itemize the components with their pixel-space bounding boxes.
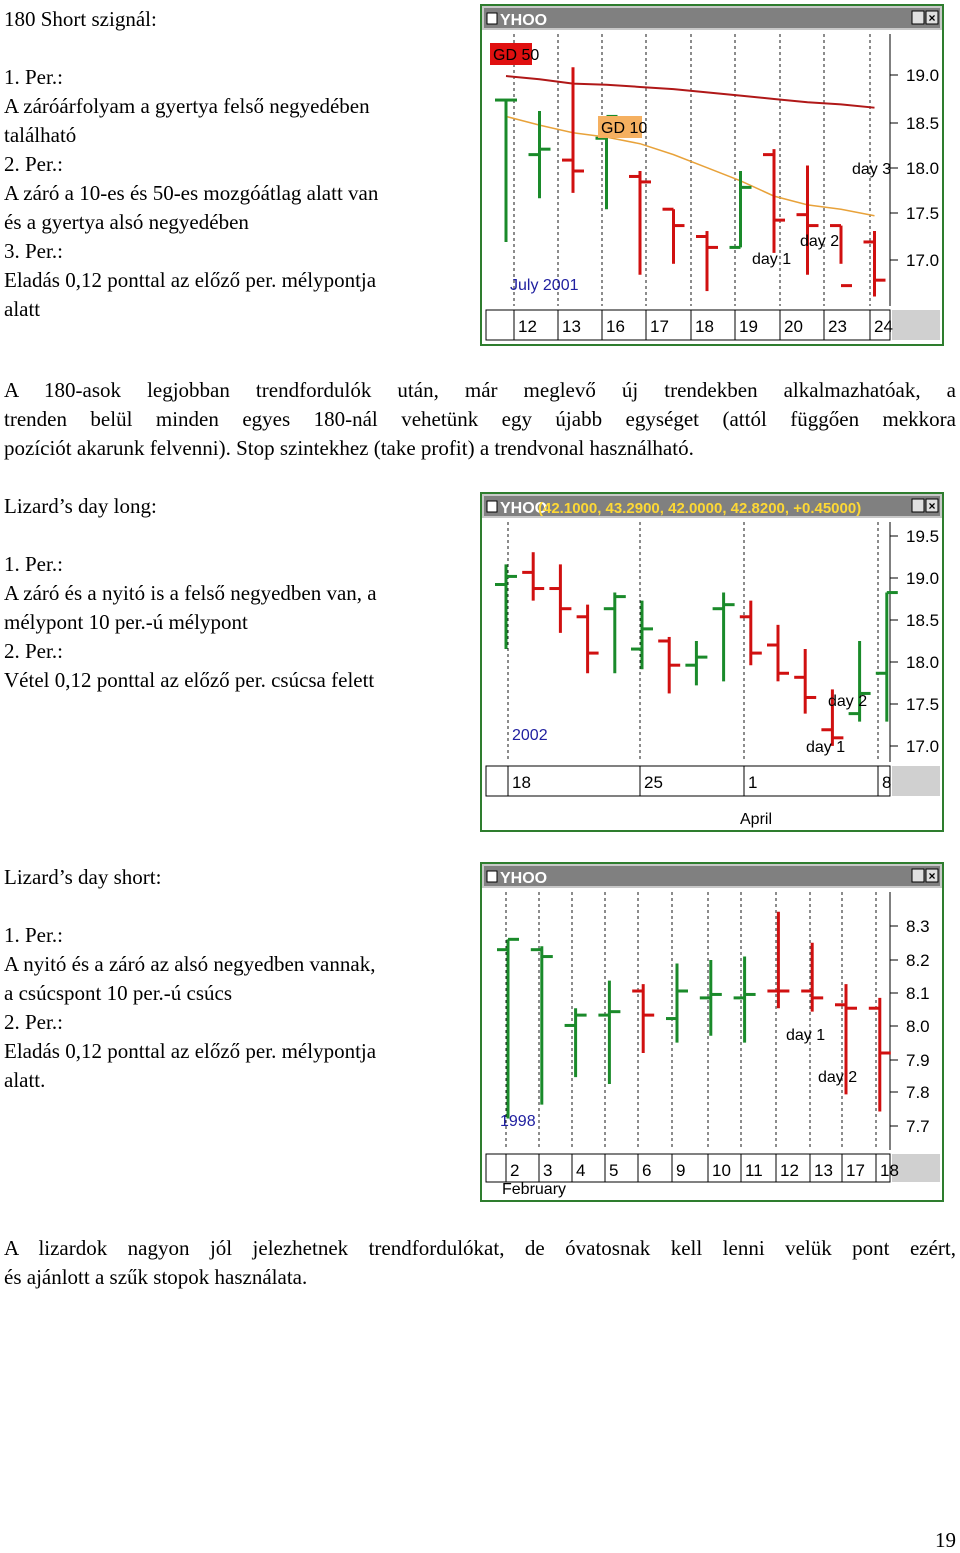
restore-icon xyxy=(912,11,924,24)
x-tick-label: 19 xyxy=(739,317,758,336)
x-tick-label: 16 xyxy=(606,317,625,336)
paragraph-line: és ajánlott a szűk stopok használata. xyxy=(4,1265,308,1289)
y-tick-label: 18.0 xyxy=(906,159,940,178)
annotation-label: day 1 xyxy=(786,1027,826,1044)
text-line: 1. Per.: xyxy=(4,65,63,89)
text-line: és a gyertya alsó negyedében xyxy=(4,210,249,234)
annotation-label: day 1 xyxy=(752,251,792,268)
section-lizard-day-long xyxy=(4,492,377,695)
annotation-label: day 2 xyxy=(828,693,868,710)
window-title: YHOO xyxy=(500,12,548,29)
text-line: Eladás 0,12 ponttal az előző per. mélypontja xyxy=(4,268,377,292)
x-tick-label: 5 xyxy=(609,1161,619,1180)
y-tick-label: 19.0 xyxy=(906,66,940,85)
x-sub-label: April xyxy=(740,811,773,828)
y-tick-label: 18.0 xyxy=(906,653,940,672)
paragraph-line: trenden belül minden egyes 180-nál vehetünk egy újabb egységet (attól függően mekkora xyxy=(4,407,956,431)
window-icon xyxy=(487,13,497,24)
x-tick-label: 10 xyxy=(712,1161,731,1180)
y-tick-label: 7.8 xyxy=(906,1083,930,1102)
x-tick-label: 6 xyxy=(642,1161,652,1180)
title-bar-inner xyxy=(484,8,940,28)
x-tick-label: 25 xyxy=(644,773,663,792)
x-tick-label: 13 xyxy=(814,1161,833,1180)
chart-svg xyxy=(482,6,942,344)
window-icon xyxy=(487,871,497,882)
x-tick-label: 12 xyxy=(780,1161,799,1180)
title-bar-inner xyxy=(484,866,940,886)
text-line: található xyxy=(4,123,77,147)
close-glyph: × xyxy=(928,499,936,513)
x-sub-label: February xyxy=(502,1181,567,1198)
x-tick-label: 2 xyxy=(510,1161,520,1180)
x-tick-label: 9 xyxy=(676,1161,686,1180)
plot-area xyxy=(486,34,890,306)
text-line: A záró a 10-es és 50-es mozgóátlag alatt van xyxy=(4,181,379,205)
text-line xyxy=(4,521,377,550)
close-glyph: × xyxy=(928,869,936,883)
period-label: July 2001 xyxy=(510,277,579,294)
y-tick-label: 18.5 xyxy=(906,114,940,133)
restore-icon xyxy=(912,499,924,512)
text-line: Lizard’s day short: xyxy=(4,865,162,889)
x-tick-label: 18 xyxy=(880,1161,899,1180)
text-line: mélypont 10 per.-ú mélypont xyxy=(4,610,248,634)
indicator-label: GD 10 xyxy=(601,120,648,137)
text-line: 1. Per.: xyxy=(4,923,63,947)
x-tick-label: 18 xyxy=(512,773,531,792)
x-tick-label: 23 xyxy=(828,317,847,336)
paragraph-180-usage xyxy=(4,376,956,463)
indicator-label: GD 50 xyxy=(493,47,540,64)
y-tick-label: 8.3 xyxy=(906,917,930,936)
window-title: YHOO xyxy=(500,500,548,517)
chart-svg xyxy=(482,494,942,830)
y-tick-label: 8.0 xyxy=(906,1017,930,1036)
section-lizard-day-short xyxy=(4,863,376,1095)
text-line: A záróárfolyam a gyertya felső negyedében xyxy=(4,94,370,118)
y-tick-label: 17.5 xyxy=(906,204,940,223)
x-tick-label: 4 xyxy=(576,1161,586,1180)
y-tick-label: 18.5 xyxy=(906,611,940,630)
y-tick-label: 17.0 xyxy=(906,251,940,270)
paragraph-line: A 180-asok legjobban trendfordulók után, már meglevő új trendekben alkalmazhatóak, a xyxy=(4,378,956,402)
chart-yhoo-2002 xyxy=(480,492,944,832)
y-tick-label: 19.0 xyxy=(906,569,940,588)
text-line: alatt. xyxy=(4,1068,46,1092)
x-tick-label: 24 xyxy=(874,317,893,336)
annotation-label: day 2 xyxy=(800,233,840,250)
x-tick-label: 3 xyxy=(543,1161,553,1180)
scroll-corner xyxy=(892,1154,940,1182)
plot-area xyxy=(486,892,890,1150)
text-line: Vétel 0,12 ponttal az előző per. csúcsa felett xyxy=(4,668,375,692)
text-line: 2. Per.: xyxy=(4,152,63,176)
y-tick-label: 7.7 xyxy=(906,1117,930,1136)
title-values: (42.1000, 43.2900, 42.0000, 42.8200, +0.45000) xyxy=(538,500,862,517)
x-tick-label: 12 xyxy=(518,317,537,336)
page-number: 19 xyxy=(935,1528,956,1552)
text-line: Eladás 0,12 ponttal az előző per. mélypontja xyxy=(4,1039,377,1063)
y-tick-label: 17.5 xyxy=(906,695,940,714)
y-tick-label: 7.9 xyxy=(906,1051,930,1070)
text-line: A záró és a nyitó is a felső negyedben van, a xyxy=(4,581,377,605)
x-axis-band xyxy=(486,766,890,796)
plot-area xyxy=(486,522,890,762)
x-tick-label: 17 xyxy=(650,317,669,336)
annotation-label: day 2 xyxy=(818,1069,858,1086)
scroll-corner xyxy=(892,766,940,796)
y-tick-label: 19.5 xyxy=(906,527,940,546)
x-tick-label: 17 xyxy=(846,1161,865,1180)
y-tick-label: 17.0 xyxy=(906,737,940,756)
text-line: A nyitó és a záró az alsó negyedben vannak, xyxy=(4,952,376,976)
text-line: a csúcspont 10 per.-ú csúcs xyxy=(4,981,233,1005)
text-line: 3. Per.: xyxy=(4,239,63,263)
section-180-short xyxy=(4,5,378,324)
window-title: YHOO xyxy=(500,870,548,887)
window-icon xyxy=(487,501,497,512)
text-line: 2. Per.: xyxy=(4,1010,63,1034)
x-tick-label: 20 xyxy=(784,317,803,336)
paragraph-line: A lizardok nagyon jól jelezhetnek trendfordulókat, de óvatosnak kell lenni velük pont ezért, xyxy=(4,1236,956,1260)
paragraph-lizard-conclusion xyxy=(4,1234,956,1292)
text-line: 1. Per.: xyxy=(4,552,63,576)
chart-yhoo-july-2001 xyxy=(480,4,944,346)
annotation-label: day 1 xyxy=(806,739,846,756)
text-line: 180 Short szignál: xyxy=(4,7,157,31)
chart-yhoo-1998 xyxy=(480,862,944,1202)
text-line: alatt xyxy=(4,297,41,321)
x-tick-label: 18 xyxy=(695,317,714,336)
paragraph-line: pozíciót akarunk felvenni). Stop szintekhez (take profit) a trendvonal használható. xyxy=(4,436,694,460)
x-tick-label: 11 xyxy=(745,1161,763,1180)
x-tick-label: 1 xyxy=(748,773,758,792)
close-glyph: × xyxy=(928,11,936,25)
text-line: Lizard’s day long: xyxy=(4,494,157,518)
restore-icon xyxy=(912,869,924,882)
x-tick-label: 8 xyxy=(882,773,892,792)
y-tick-label: 8.2 xyxy=(906,951,930,970)
period-label: 2002 xyxy=(512,727,548,744)
scroll-corner xyxy=(892,310,940,340)
annotation-label: day 3 xyxy=(852,161,892,178)
text-line xyxy=(4,34,378,63)
period-label: 1998 xyxy=(500,1113,536,1130)
x-tick-label: 13 xyxy=(562,317,581,336)
y-tick-label: 8.1 xyxy=(906,984,930,1003)
chart-svg xyxy=(482,864,942,1200)
text-line: 2. Per.: xyxy=(4,639,63,663)
text-line xyxy=(4,892,376,921)
